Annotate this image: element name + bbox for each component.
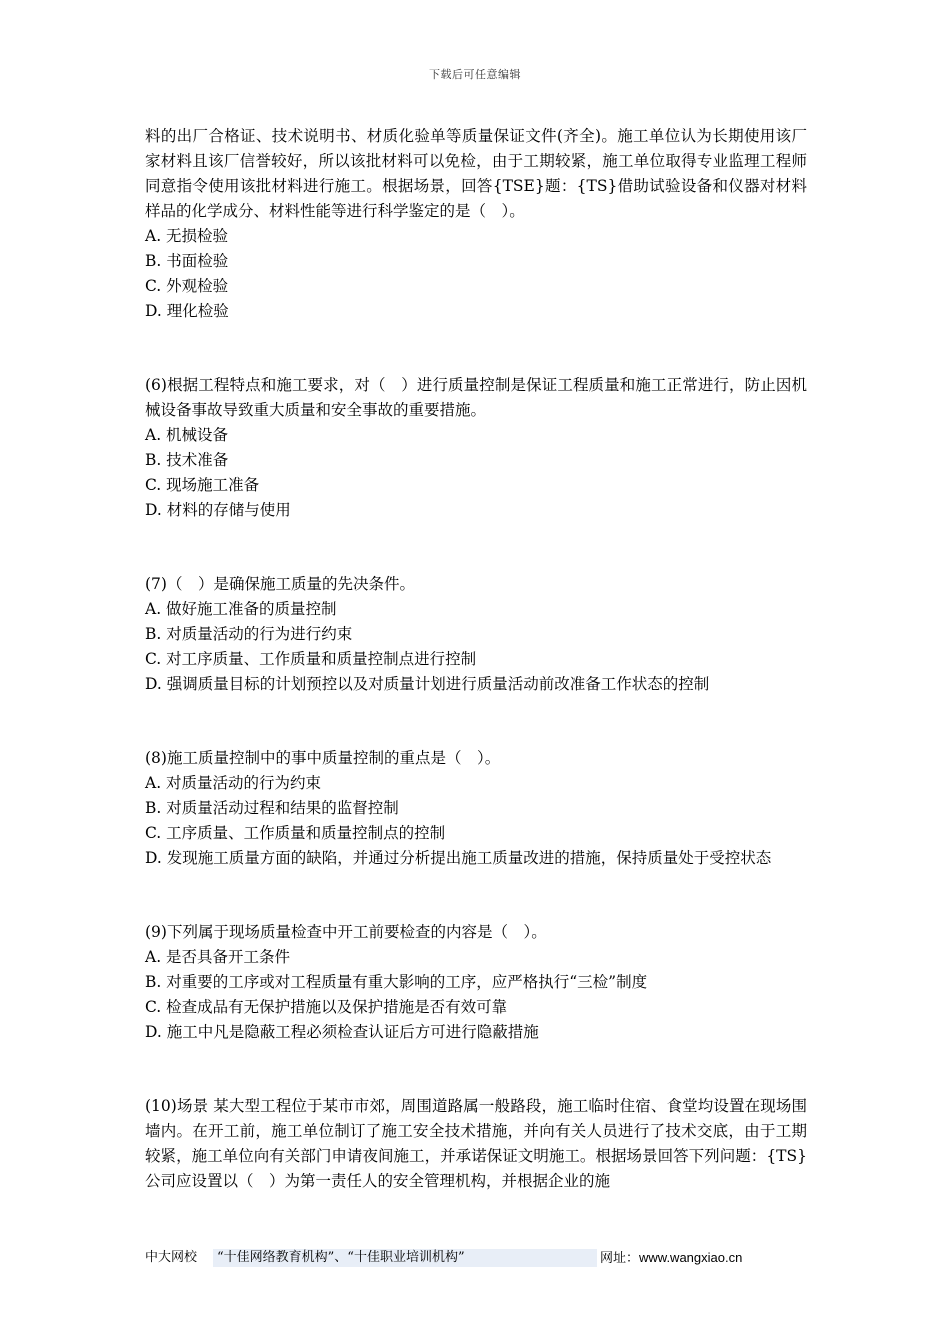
option-c: C. 现场施工准备: [145, 476, 260, 494]
option-d: D. 强调质量目标的计划预控以及对质量计划进行质量活动前改准备工作状态的控制: [145, 675, 710, 693]
footer-website: 网址：www.wangxiao.cn: [600, 1250, 743, 1265]
question-9: [145, 920, 807, 1045]
option-c: C. 外观检验: [145, 277, 229, 295]
option-b: B. 对质量活动过程和结果的监督控制: [145, 799, 399, 817]
option-b: B. 书面检验: [145, 252, 229, 270]
option-c: C. 检查成品有无保护措施以及保护措施是否有效可靠: [145, 998, 508, 1016]
option-d: D. 发现施工质量方面的缺陷，并通过分析提出施工质量改进的措施，保持质量处于受控状态: [145, 849, 772, 867]
option-d: D. 材料的存储与使用: [145, 501, 291, 519]
question-10: [145, 1094, 807, 1194]
question-stem: (9)下列属于现场质量检查中开工前要检查的内容是（ ）。: [145, 923, 547, 941]
option-a: A. 对质量活动的行为约束: [145, 774, 322, 792]
question-8: [145, 746, 807, 871]
option-a: A. 机械设备: [145, 426, 229, 444]
option-d: D. 理化检验: [145, 302, 229, 320]
page-header: 下载后可任意编辑: [429, 68, 521, 81]
question-stem: (7)（ ）是确保施工质量的先决条件。: [145, 575, 415, 593]
footer-slogan: “十佳网络教育机构”、“十佳职业培训机构”: [213, 1249, 597, 1267]
question-stem: (8)施工质量控制中的事中质量控制的重点是（ ）。: [145, 749, 501, 767]
question-6: [145, 373, 807, 523]
question-7: [145, 572, 807, 697]
option-a: A. 做好施工准备的质量控制: [145, 600, 337, 618]
option-b: B. 对重要的工序或对工程质量有重大影响的工序，应严格执行“三检”制度: [145, 973, 648, 991]
option-b: B. 技术准备: [145, 451, 229, 469]
question-stem: (10)场景 某大型工程位于某市市郊，周围道路属一般路段，施工临时住宿、食堂均设置在现场围墙内。在开工前，施工单位制订了施工安全技术措施，并向有关人员进行了技术交底，由于工期较紧，施工单位向有关部门申请夜间施工，并承诺保证文明施工。根据场景回答下列问题：{TS}公司应设置以（ ）为第一责任人的安全管理机构，并根据企业的施: [145, 1097, 807, 1190]
option-c: C. 对工序质量、工作质量和质量控制点进行控制: [145, 650, 477, 668]
option-a: A. 是否具备开工条件: [145, 948, 291, 966]
option-d: D. 施工中凡是隐蔽工程必须检查认证后方可进行隐蔽措施: [145, 1023, 539, 1041]
option-b: B. 对质量活动的行为进行约束: [145, 625, 353, 643]
document-body: [145, 124, 807, 1194]
question-stem: 料的出厂合格证、技术说明书、材质化验单等质量保证文件(齐全)。施工单位认为长期使用该厂家材料且该厂信誉较好，所以该批材料可以免检，由于工期较紧，施工单位取得专业监理工程师同意指令使用该批材料进行施工。根据场景，回答{TSE}题：{TS}借助试验设备和仪器对材料样品的化学成分、材料性能等进行科学鉴定的是（ ）。: [145, 127, 807, 220]
question-5: [145, 124, 807, 324]
question-stem: (6)根据工程特点和施工要求，对（ ）进行质量控制是保证工程质量和施工正常进行，防止因机械设备事故导致重大质量和安全事故的重要措施。: [145, 376, 807, 419]
option-a: A. 无损检验: [145, 227, 229, 245]
footer-school-name: 中大网校: [145, 1250, 198, 1265]
option-c: C. 工序质量、工作质量和质量控制点的控制: [145, 824, 446, 842]
